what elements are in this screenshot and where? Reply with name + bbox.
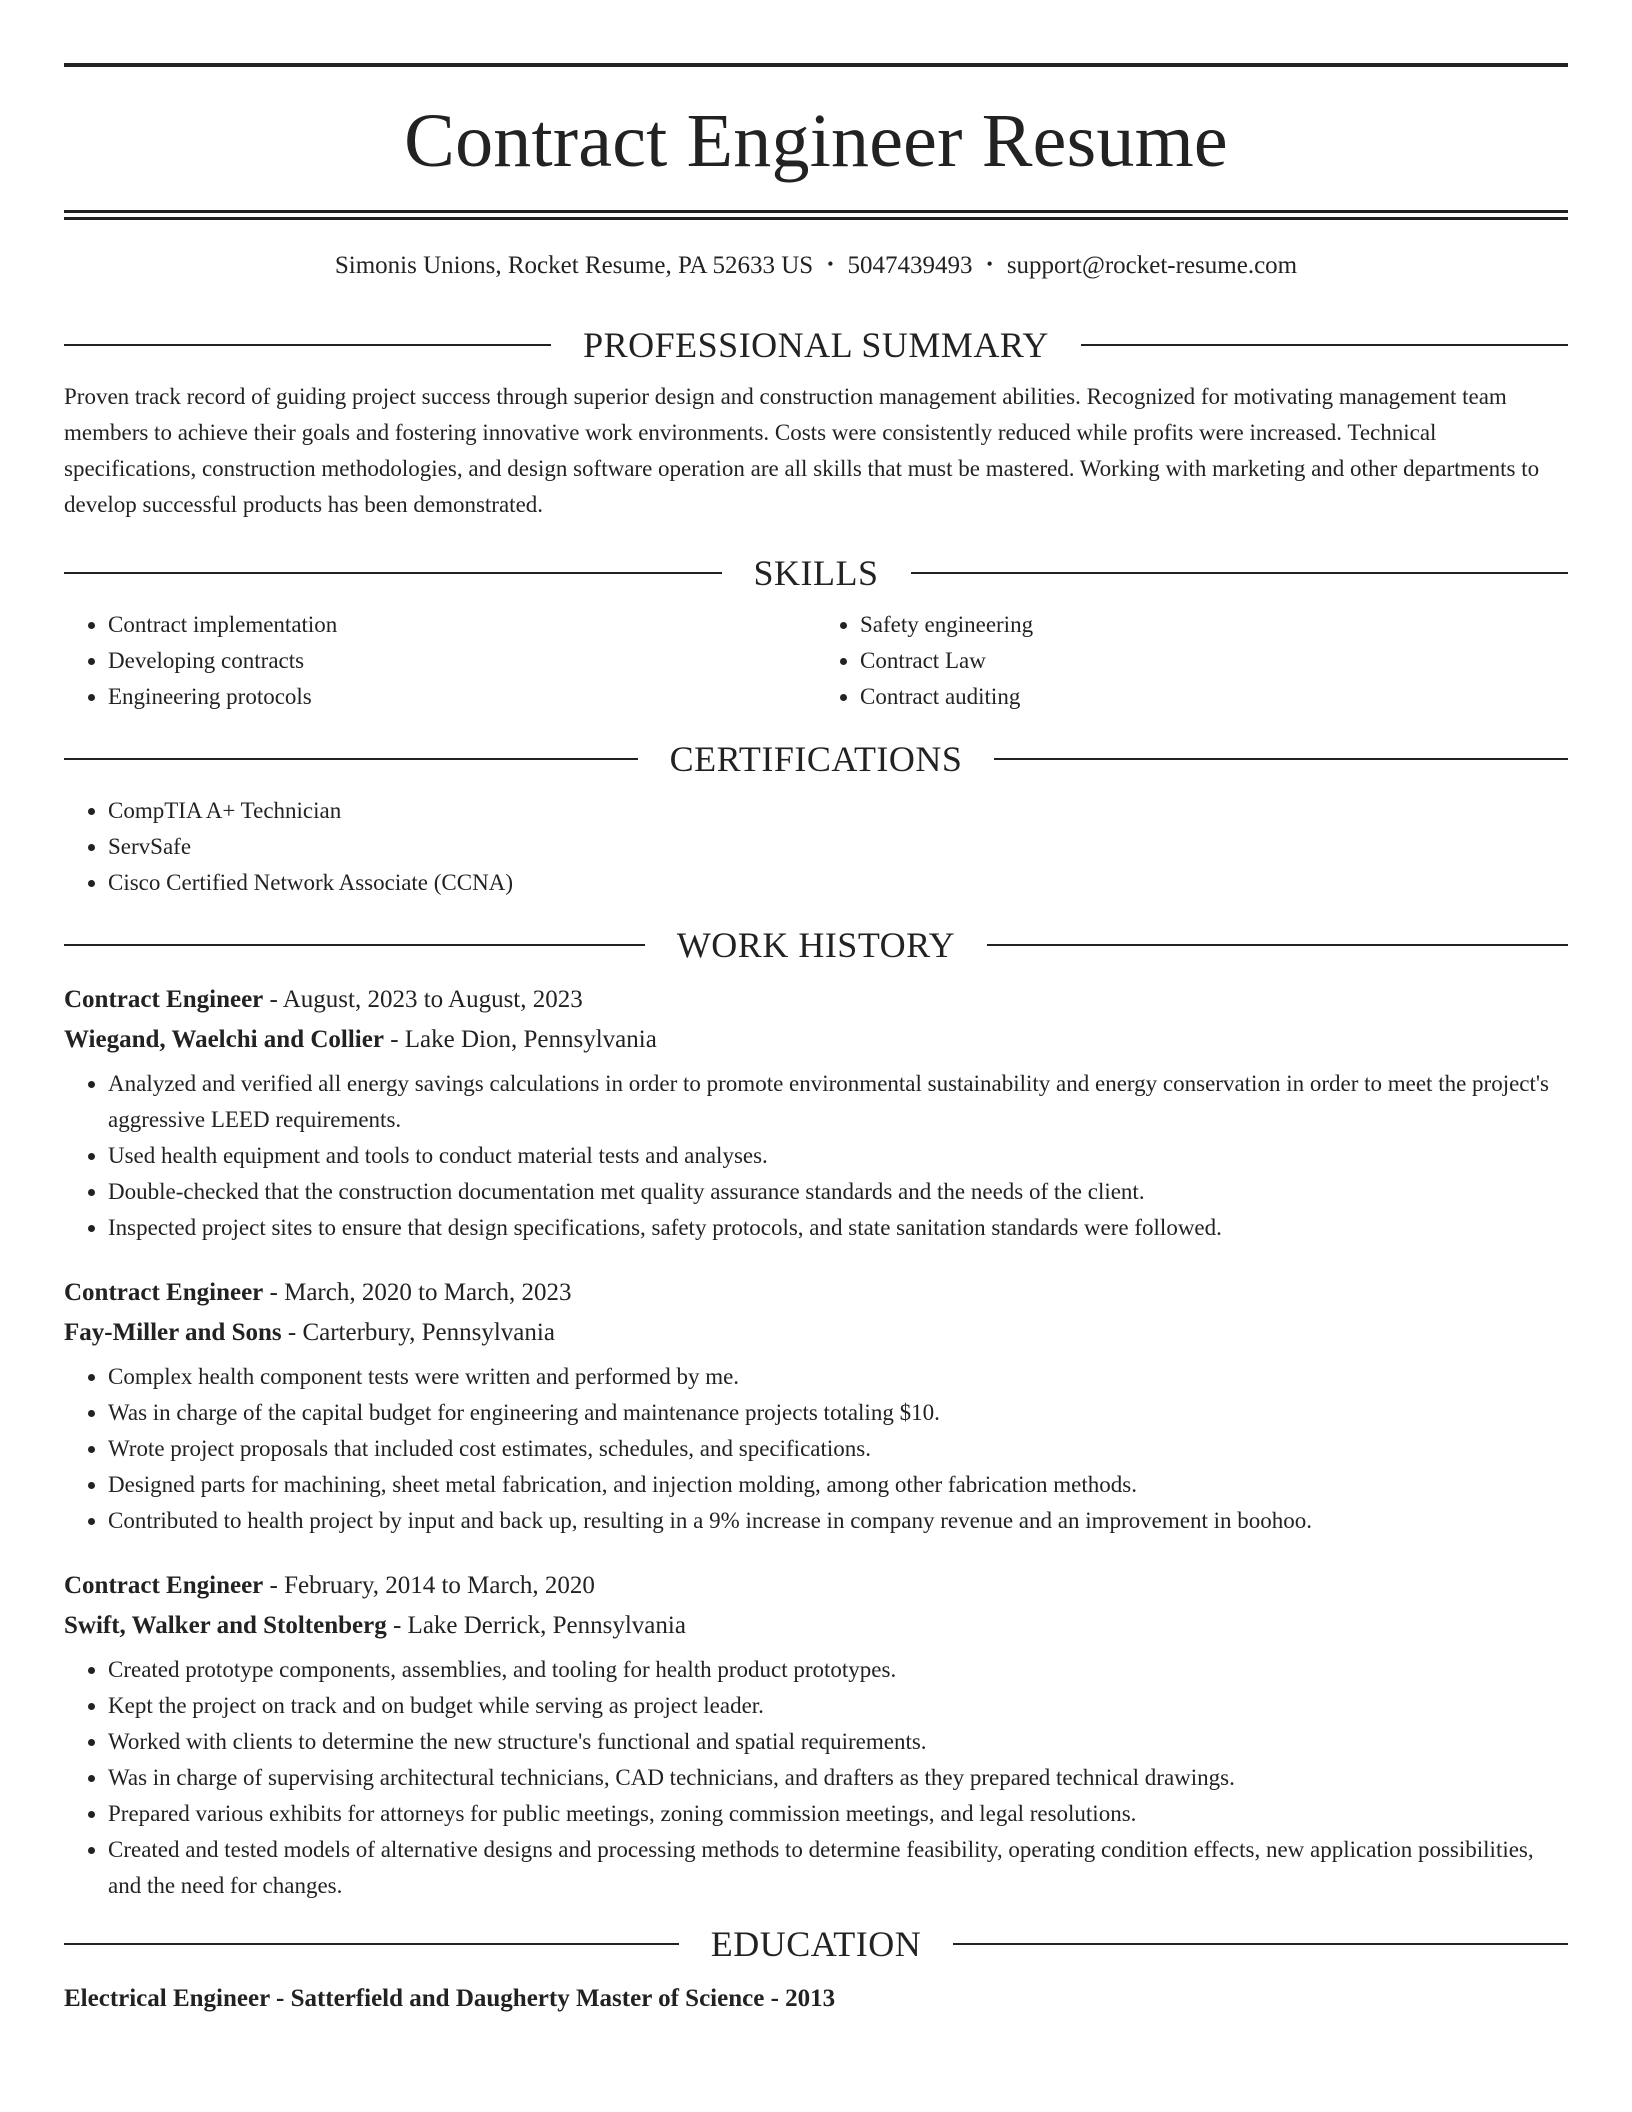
skill-item: • Developing contracts: [108, 643, 816, 679]
job-location: - Lake Dion, Pennsylvania: [383, 1026, 657, 1053]
contact-separator: •: [827, 254, 834, 274]
job-title: Contract Engineer: [64, 1279, 264, 1306]
job-company: Fay-Miller and Sons: [64, 1319, 282, 1346]
section-title-certifications: CERTIFICATIONS: [669, 739, 963, 779]
section-rule-right: [953, 1943, 1568, 1945]
job-bullet: • Contributed to health project by input and back up, resulting in a 9% increase in company revenue and an improvement in boohoo.: [108, 1503, 1568, 1539]
job-title-line: [64, 1280, 1568, 1305]
job-bullet: • Designed parts for machining, sheet metal fabrication, and injection molding, among other fabrication methods.: [108, 1467, 1568, 1503]
section-header-skills: [64, 555, 1568, 591]
section-header-summary: [64, 327, 1568, 363]
job-company-line: [64, 1613, 1568, 1638]
job-bullet-list: [64, 1652, 1568, 1904]
contact-address: Simonis Unions, Rocket Resume, PA 52633 US: [334, 252, 814, 279]
section-rule-left: [64, 758, 638, 760]
job-dates: - August, 2023 to August, 2023: [263, 986, 583, 1013]
certification-item: • Cisco Certified Network Associate (CCNA): [108, 865, 1568, 901]
section-title-education: EDUCATION: [710, 1924, 922, 1964]
job-bullet: • Complex health component tests were written and performed by me.: [108, 1359, 1568, 1395]
skill-item: • Engineering protocols: [108, 679, 816, 715]
certifications-list: [64, 793, 1568, 901]
skill-item: • Contract auditing: [860, 679, 1568, 715]
job-dates: - February, 2014 to March, 2020: [263, 1572, 595, 1599]
contact-separator: •: [986, 254, 993, 274]
top-rule: [64, 63, 1568, 67]
job-bullet: • Inspected project sites to ensure that design specifications, safety protocols, and state sanitation standards were followed.: [108, 1210, 1568, 1246]
job-bullet-list: [64, 1066, 1568, 1246]
section-title-summary: PROFESSIONAL SUMMARY: [583, 325, 1049, 365]
job-bullet: • Was in charge of supervising architectural technicians, CAD technicians, and drafters as they prepared technical drawings.: [108, 1760, 1568, 1796]
contact-phone: 5047439493: [847, 252, 973, 279]
job-location: - Carterbury, Pennsylvania: [281, 1319, 555, 1346]
skill-item: • Contract implementation: [108, 607, 816, 643]
section-header-work-history: [64, 927, 1568, 963]
job-bullet: • Kept the project on track and on budget while serving as project leader.: [108, 1688, 1568, 1724]
job-bullet-list: [64, 1359, 1568, 1539]
job-title: Contract Engineer: [64, 1572, 264, 1599]
section-rule-left: [64, 944, 645, 946]
certification-item: • ServSafe: [108, 829, 1568, 865]
job-dates: - March, 2020 to March, 2023: [263, 1279, 572, 1306]
education-entry: Electrical Engineer - Satterfield and Daugherty Master of Science - 2013: [64, 1985, 836, 2012]
job-bullet: • Used health equipment and tools to conduct material tests and analyses.: [108, 1138, 1568, 1174]
job-bullet: • Worked with clients to determine the new structure's functional and spatial requirements.: [108, 1724, 1568, 1760]
section-rule-right: [987, 944, 1568, 946]
job-entry: [64, 1573, 1568, 1904]
skills-columns: [64, 607, 1568, 715]
section-rule-left: [64, 344, 551, 346]
job-bullet: • Created and tested models of alternative designs and processing methods to determine feasibility, operating condition effects, new application possibilities, and the need for changes.: [108, 1832, 1568, 1904]
skill-item: • Contract Law: [860, 643, 1568, 679]
contact-email[interactable]: support@rocket-resume.com: [1006, 252, 1298, 279]
job-entry: [64, 987, 1568, 1246]
job-bullet: • Created prototype components, assemblies, and tooling for health product prototypes.: [108, 1652, 1568, 1688]
section-rule-left: [64, 1943, 679, 1945]
skill-item: • Safety engineering: [860, 607, 1568, 643]
job-entry: [64, 1280, 1568, 1539]
job-bullet: • Was in charge of the capital budget for engineering and maintenance projects totaling $10.: [108, 1395, 1568, 1431]
job-company: Wiegand, Waelchi and Collier: [64, 1026, 384, 1053]
job-title-line: [64, 1573, 1568, 1598]
job-bullet: • Wrote project proposals that included cost estimates, schedules, and specifications.: [108, 1431, 1568, 1467]
job-location: - Lake Derrick, Pennsylvania: [386, 1612, 686, 1639]
contact-line: [64, 253, 1568, 278]
resume-title: Contract Engineer Resume: [404, 99, 1228, 183]
job-title-line: [64, 987, 1568, 1012]
job-bullet: • Double-checked that the construction documentation met quality assurance standards and the needs of the client.: [108, 1174, 1568, 1210]
section-rule-right: [994, 758, 1568, 760]
section-rule-right: [911, 572, 1569, 574]
section-title-skills: SKILLS: [753, 553, 879, 593]
skills-list-right: [816, 607, 1568, 715]
section-header-certifications: [64, 741, 1568, 777]
section-header-education: [64, 1926, 1568, 1962]
job-bullet: • Prepared various exhibits for attorneys for public meetings, zoning commission meetings, and legal resolutions.: [108, 1796, 1568, 1832]
job-bullet: • Analyzed and verified all energy savings calculations in order to promote environmental sustainability and energy conservation in order to meet the project's aggressive LEED requirements.: [108, 1066, 1568, 1138]
skills-list-left: [64, 607, 816, 715]
summary-paragraph: Proven track record of guiding project success through superior design and construction management abilities. Recognized for motivating management team members to achieve their goals and fostering innovative work environments. Costs were consistently reduced while profits were increased. Technical specifications, construction methodologies, and design software operation are all skills that must be mastered. Working with marketing and other departments to develop successful products has been demonstrated.: [64, 384, 1540, 517]
section-title-work-history: WORK HISTORY: [676, 925, 956, 965]
title-double-rule: [64, 210, 1568, 220]
job-company: Swift, Walker and Stoltenberg: [64, 1612, 387, 1639]
certification-item: • CompTIA A+ Technician: [108, 793, 1568, 829]
job-company-line: [64, 1027, 1568, 1052]
section-rule-left: [64, 572, 722, 574]
job-company-line: [64, 1320, 1568, 1345]
section-rule-right: [1081, 344, 1568, 346]
job-title: Contract Engineer: [64, 986, 264, 1013]
